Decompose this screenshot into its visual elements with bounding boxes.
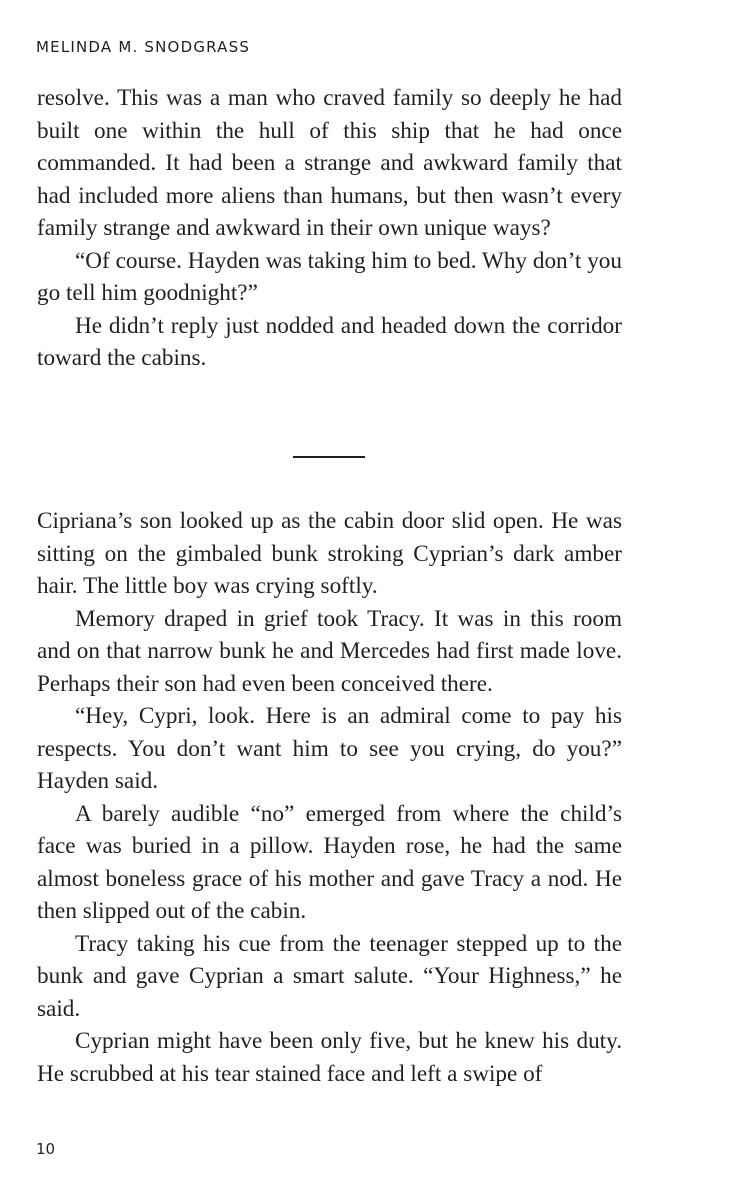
paragraph: Cipriana’s son looked up as the cabin door slid open. He was sitting on the gimbaled bunk stroking Cyprian’s dark amber hair. The little boy was crying softly.	[37, 508, 622, 599]
page-number: 10	[36, 1140, 56, 1158]
paragraph: Memory draped in grief took Tracy. It was in this room and on that narrow bunk he and Mercedes had first made love. Perhaps their son had even been conceived there.	[37, 605, 622, 697]
paragraph: Cyprian might have been only five, but he knew his duty. He scrubbed at his tear stained face and left a swipe of	[37, 1028, 622, 1087]
running-head: MELINDA M. SNODGRASS	[36, 38, 251, 56]
paragraph: Tracy taking his cue from the teenager stepped up to the bunk and gave Cyprian a smart salute. “Your Highness,” he said.	[37, 930, 622, 1022]
section-two	[37, 505, 622, 1090]
paragraph: He didn’t reply just nodded and headed down the corridor toward the cabins.	[37, 312, 622, 371]
paragraph: “Of course. Hayden was taking him to bed. Why don’t you go tell him goodnight?”	[37, 247, 622, 306]
scene-break-rule	[293, 456, 365, 458]
paragraph: resolve. This was a man who craved family so deeply he had built one within the hull of this ship that he had once commanded. It had been a strange and awkward family that had included more aliens than humans, but then wasn’t every family strange and awkward in their own unique ways?	[37, 85, 622, 241]
paragraph: “Hey, Cypri, look. Here is an admiral come to pay his respects. You don’t want him to see you crying, do you?” Hayden said.	[37, 703, 622, 794]
paragraph: A barely audible “no” emerged from where the child’s face was buried in a pillow. Hayden rose, he had the same almost boneless grace of his mother and gave Tracy a nod. He then slipped out of the cabin.	[37, 800, 622, 924]
section-one	[37, 82, 622, 375]
